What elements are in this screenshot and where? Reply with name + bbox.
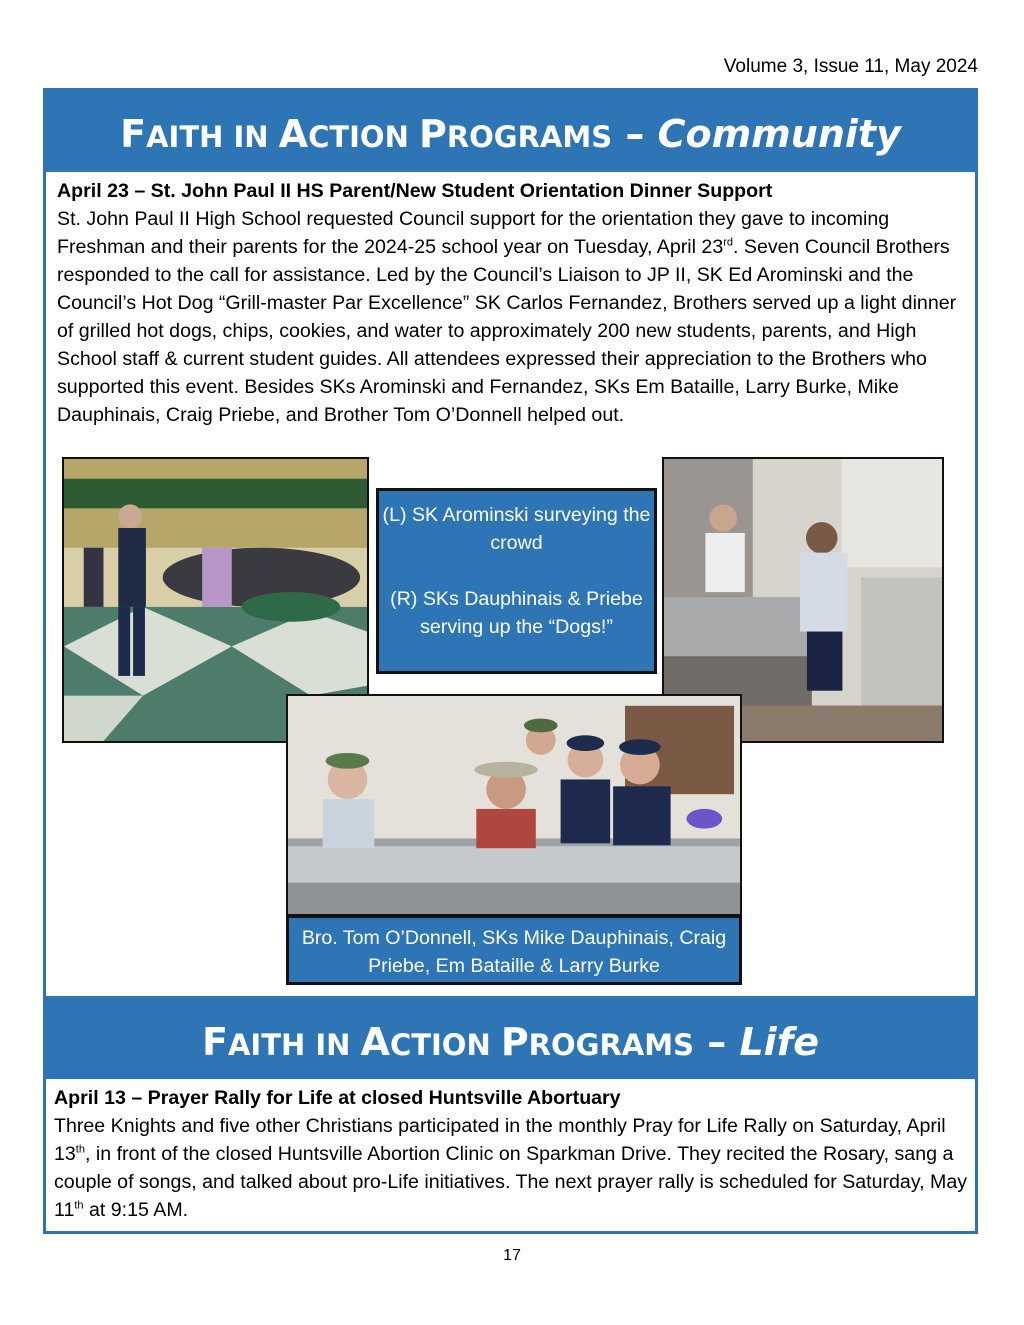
body-text: , in front of the closed Huntsville Abortion Clinic on Sparkman Drive. They recited the Rosary, sang a couple of songs, and talked about pro-Life initiatives. The next prayer rally is scheduled for Saturday, May 11 (54, 1143, 968, 1221)
photo-caption-center (376, 488, 657, 674)
title-letter: F (120, 112, 147, 156)
article-heading: April 13 – Prayer Rally for Life at closed Huntsville Abortuary (54, 1087, 621, 1109)
newsletter-frame (43, 88, 978, 1234)
volume-issue-line: Volume 3, Issue 11, May 2024 (723, 56, 978, 77)
title-text: AITH IN (227, 1028, 361, 1062)
page-number: 17 (503, 1247, 521, 1264)
body-text: . Seven Council Brothers responded to the call for assistance. Led by the Council’s Liaison to JP II, SK Ed Arominski and the Council’s Hot Dog “Grill-master Par Excellence” SK Carlos Fernandez, Brothers served up a light dinner of grilled hot dogs, chips, cookies, and water to approximately 200 new students, parents, and High School staff & current student guides. All attendees expressed their appreciation to the Brothers who supported this event. Besides SKs Arominski and Fernandez, SKs Em Bataille, Larry Burke, Mike Dauphinais, Craig Priebe, and Brother Tom O’Donnell helped out. (57, 236, 957, 426)
title-italic-word: Life (739, 1020, 819, 1064)
title-dash: – (693, 1020, 740, 1064)
title-letter: A (360, 1020, 390, 1064)
photo-group-servers (286, 694, 742, 916)
title-text: ROGRAMS (446, 120, 613, 154)
caption-line: (L) SK Arominski surveying the crowd (382, 504, 651, 554)
life-section-banner (46, 996, 975, 1079)
article-body (57, 205, 972, 429)
article-body (54, 1112, 969, 1224)
body-text: St. John Paul II High School requested Council support for the orientation they gave to incoming Freshman and their parents for the 2024-25 school year on Tuesday, April 23 (57, 208, 890, 258)
community-section-banner (46, 91, 975, 172)
title-text: AITH IN (146, 120, 279, 154)
community-article (57, 177, 972, 429)
photo-caption-bottom: Bro. Tom O’Donnell, SKs Mike Dauphinais, Craig Priebe, Em Bataille & Larry Burke (286, 915, 742, 985)
title-letter: F (202, 1020, 228, 1064)
title-dash: – (612, 112, 658, 156)
title-letter: P (500, 1020, 529, 1064)
title-letter: P (418, 112, 447, 156)
superscript: rd (723, 236, 733, 249)
title-text: ROGRAMS (528, 1028, 694, 1062)
title-text: CTION (308, 120, 419, 154)
body-text: Three Knights and five other Christians participated in the monthly Pray for Life Rally on Saturday, April 13 (54, 1115, 946, 1165)
title-letter: A (278, 112, 309, 156)
superscript: th (74, 1199, 84, 1212)
title-text: CTION (389, 1028, 501, 1062)
body-text: at 9:15 AM. (83, 1199, 189, 1221)
superscript: th (75, 1143, 85, 1156)
article-heading: April 23 – St. John Paul II HS Parent/New Student Orientation Dinner Support (57, 180, 773, 202)
life-article (54, 1084, 969, 1224)
title-italic-word: Community (657, 112, 901, 156)
caption-line: (R) SKs Dauphinais & Priebe serving up the “Dogs!” (390, 588, 643, 638)
caption-spacer (379, 557, 654, 585)
